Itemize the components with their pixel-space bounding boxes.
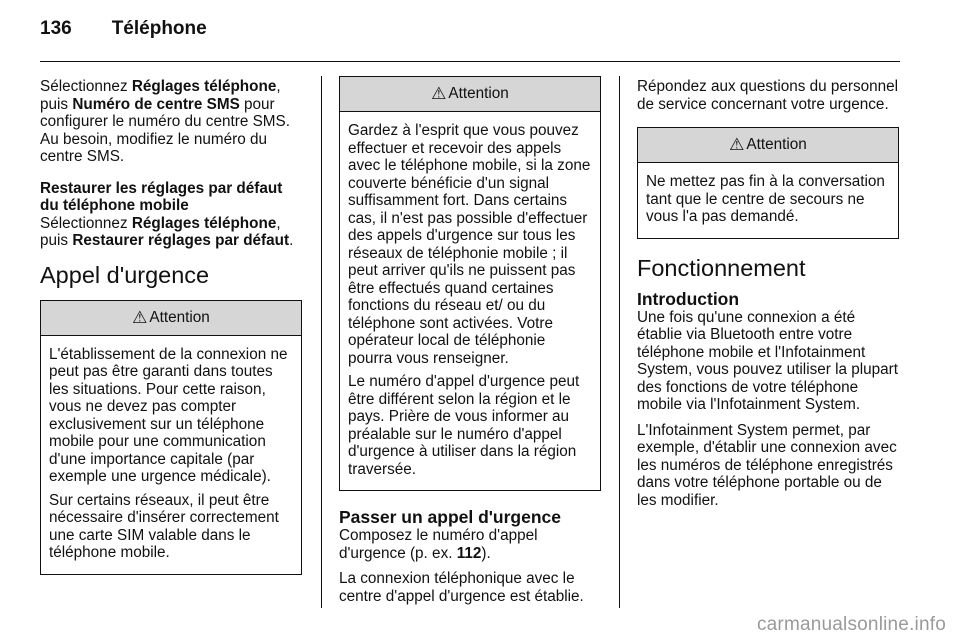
attention-text: Gardez à l'esprit que vous pouvez effectuer et recevoir des appels avec le téléphone mobile, si la zone couverte bénéficie d'un signal suffisamment fort. Dans certains cas, il n'est pas possible d'effectuer des appels d'urgence sur tous les réseaux de téléphonie mobile ; il peut arriver qu'ils ne puissent pas être effectués quand certaines fonctions du réseau et/ ou du téléphone sont activées. Votre opérateur local de téléphonie pourra vous renseigner. [348,122,591,367]
page-header [40,18,207,40]
intro-paragraph: Une fois qu'une connexion a été établie via Bluetooth entre votre téléphone mobile et l'Infotainment System, vous pouvez utiliser la plupart des fonctions de votre téléphone mobile via l'Infotainment System. [637,308,899,413]
attention-box-header [41,301,301,336]
warning-icon: ⚠ [729,135,745,155]
column-3 [637,78,899,517]
function-heading: Fonctionnement [637,254,806,281]
attention-box-header [340,77,600,112]
watermark: carmanualsonline.info [756,614,946,635]
attention-box [637,127,899,239]
warning-icon: ⚠ [431,84,447,104]
intro-paragraph: L'Infotainment System permet, par exemple, d'établir une connexion avec les numéros de téléphone enregistrés dans votre téléphone portable ou de les modifier. [637,421,897,509]
attention-title: Attention [149,308,210,326]
intro-heading: Introduction [637,288,740,309]
page-number: 136 [40,18,72,39]
attention-title: Attention [448,85,509,103]
attention-box [40,300,302,575]
column-1 [40,78,302,585]
warning-icon: ⚠ [132,307,148,327]
sms-paragraph: Sélectionnez Réglages téléphone, puis Numéro de centre SMS pour configurer le numéro du centre SMS. Au besoin, modifiez le numéro du centre SMS. [40,78,290,165]
emergency-heading: Appel d'urgence [40,261,210,288]
column-2 [339,76,601,613]
attention-box-body [41,336,301,574]
call-paragraph: La connexion téléphonique avec le centre d'appel d'urgence est établie. [339,570,584,605]
attention-box-body [340,112,600,490]
call-paragraph: Composez le numéro d'appel d'urgence (p. ex. 112). [339,527,538,562]
restore-heading: Restaurer les réglages par défaut du téléphone mobile [40,179,283,214]
attention-title: Attention [746,136,807,154]
attention-text: Ne mettez pas fin à la conversation tant que le centre de secours ne vous l'a pas demandé. [646,173,885,225]
column-separator [619,76,620,608]
attention-text: Le numéro d'appel d'urgence peut être différent selon la région et le pays. Prière de vous informer au préalable sur le numéro d'appel d'urgence à utiliser dans la région traversée. [348,373,580,478]
attention-box [339,76,601,491]
questions-paragraph: Répondez aux questions du personnel de service concernant votre urgence. [637,78,899,113]
call-heading: Passer un appel d'urgence [339,507,562,527]
header-rule [40,61,900,62]
attention-text: L'établissement de la connexion ne peut pas être garanti dans toutes les situations. Pour cette raison, vous ne devez pas compter exclusivement sur un téléphone mobile pour une communication d'une importance capitale (par exemple une urgence médicale). [49,345,288,485]
attention-box-header [638,128,898,163]
attention-text: Sur certains réseaux, il peut être nécessaire d'insérer correctement une carte SIM valable dans le téléphone mobile. [49,491,279,561]
restore-paragraph: Sélectionnez Réglages téléphone, puis Restaurer réglages par défaut. [40,214,294,249]
attention-box-body [638,163,898,238]
column-separator [321,76,322,608]
page-title: Téléphone [111,18,207,39]
